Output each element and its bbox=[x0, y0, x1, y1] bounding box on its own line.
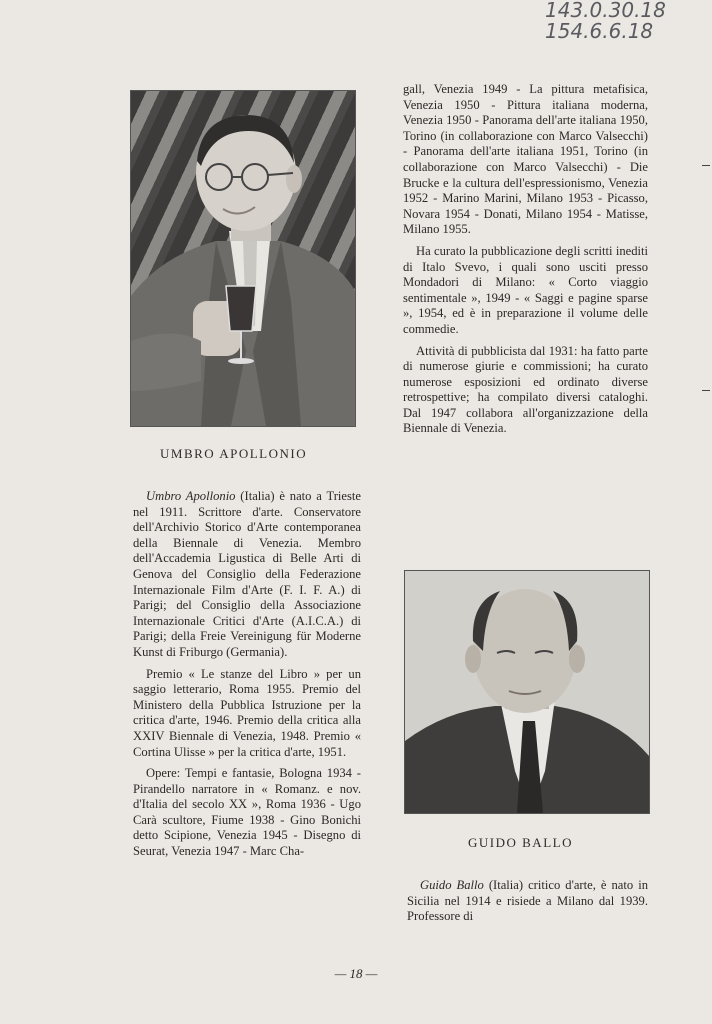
portrait-photo-guido-ballo bbox=[404, 570, 650, 814]
awards-paragraph: Premio « Le stanze del Libro » per un saggio letterario, Roma 1955. Premio del Ministero della Pubblica Istruzione per la critica d'arte, 1946. Premio della critica alla XXIV Biennale di Venezia, 1948. Premio « Cortina Ulisse » per la critica d'arte, 1951. bbox=[133, 666, 361, 759]
handwritten-annotation bbox=[545, 0, 705, 42]
annotation-line-1: 143.0.30.18 bbox=[545, 0, 666, 22]
bio-text: (Italia) critico d'arte, è nato in Sicilia nel 1914 e risiede a Milano dal 1939. Professore di bbox=[407, 878, 648, 924]
caption-umbro-apollonio: UMBRO APOLLONIO bbox=[160, 446, 308, 461]
person-name: Guido Ballo bbox=[420, 878, 484, 892]
left-column-text bbox=[133, 489, 361, 866]
page-edge-mark bbox=[702, 390, 710, 391]
page-number: — 18 — bbox=[334, 966, 378, 981]
bio-paragraph bbox=[133, 489, 361, 661]
activity-paragraph: Attività di pubblicista dal 1931: ha fatto parte di numerose giurie e commissioni; ha curato numerose esposizioni ed ordinato diverse retrospettive; ha compilato diversi cataloghi. Dal 1947 collabora all'organizzazione della Biennale di Venezia. bbox=[403, 343, 648, 436]
ballo-bio-text bbox=[407, 878, 648, 931]
works-continued-paragraph: gall, Venezia 1949 - La pittura metafisica, Venezia 1950 - Pittura italiana moderna, Venezia 1950 - Panorama dell'arte italiana 1950, Torino (in collaborazione con Marco Valsecchi) - Panorama dell'arte italiana 1951, Torino (in collaborazione con Marco Valsecchi) - Die Brucke e la cultura dell'espressionismo, Venezia 1952 - Marino Marini, Milano 1953 - Picasso, Novara 1954 - Donati, Milano 1954 - Matisse, Milano 1955. bbox=[403, 82, 648, 237]
right-column-text bbox=[403, 82, 648, 443]
svevo-paragraph: Ha curato la pubblicazione degli scritti inediti di Italo Svevo, i quali sono usciti presso Mondadori di Milano: « Corto viaggio sentimentale », 1949 - « Saggi e pagine sparse », 1954, ed è in preparazione il volume delle commedie. bbox=[403, 243, 648, 336]
person-name: Umbro Apollonio bbox=[146, 489, 236, 503]
bio-text: (Italia) è nato a Trieste nel 1911. Scrittore d'arte. Conservatore dell'Archivio Storico d'Arte contemporanea della Biennale di Venezia. Membro dell'Accademia Ligustica di Belle Arti di Genova del Consiglio della Federazione Internazionale Film d'Arte (F. I. F. A.) di Parigi; del Consiglio della Associazione Internazionale Critici d'Arte (A.I.C.A.) di Parigi; della Freie Vereinigung für Moderne Kunst di Friburgo (Germania). bbox=[133, 489, 361, 659]
page-edge-mark bbox=[702, 165, 710, 166]
works-paragraph: Opere: Tempi e fantasie, Bologna 1934 - Pirandello narratore in « Romanz. e nov. d'Italia del secolo XX », Roma 1936 - Ugo Carà scultore, Fiume 1938 - Gino Bonichi detto Scipione, Venezia 1945 - Disegno di Seurat, Venezia 1947 - Marc Cha- bbox=[133, 766, 361, 859]
annotation-line-2: 154.6.6.18 bbox=[545, 19, 654, 43]
portrait-photo-umbro-apollonio bbox=[130, 90, 356, 427]
caption-guido-ballo: GUIDO BALLO bbox=[468, 835, 573, 850]
bio-paragraph bbox=[407, 878, 648, 925]
